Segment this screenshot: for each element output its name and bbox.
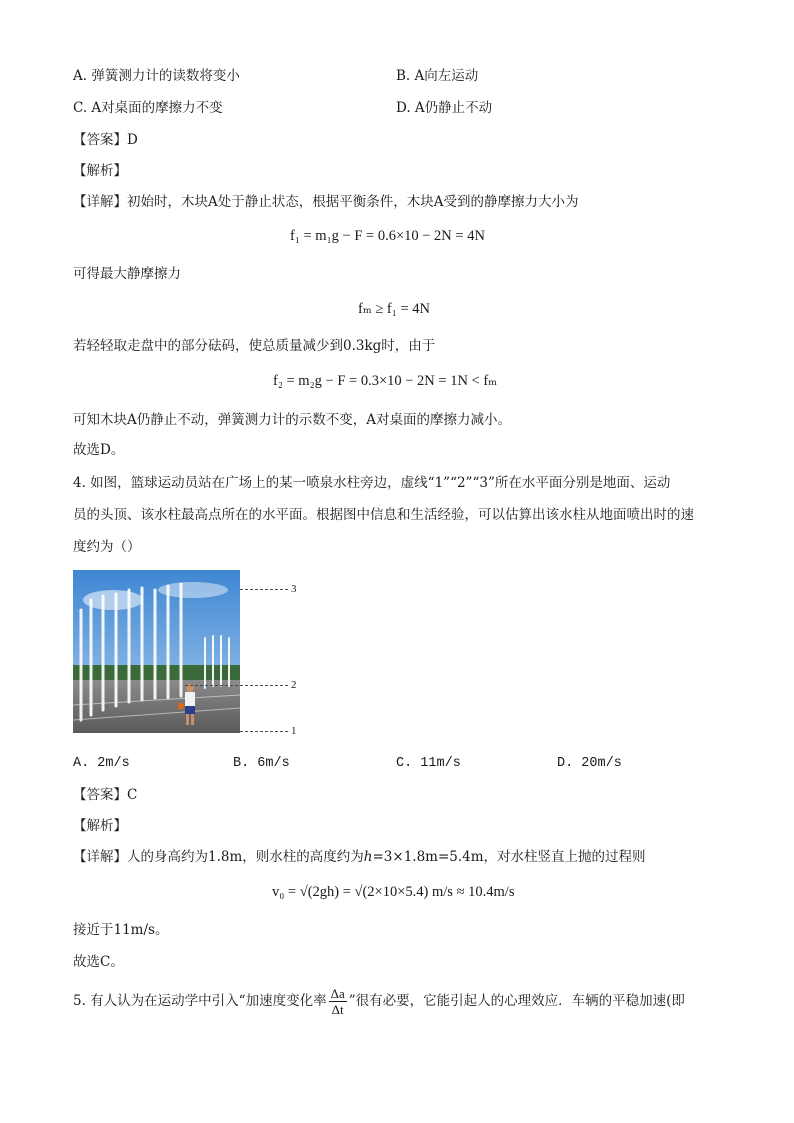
q3-option-b: B. A向左运动 bbox=[396, 68, 479, 84]
jerk-fraction bbox=[329, 986, 347, 1017]
fraction-denominator: Δt bbox=[331, 1002, 344, 1017]
q3-text-remove-weights: 若轻轻取走盘中的部分砝码，使总质量减少到0.3kg时，由于 bbox=[73, 338, 436, 354]
q3-analysis-heading: 【解析】 bbox=[73, 163, 127, 179]
q4-stem-line-2: 员的头顶、该水柱最高点所在的水平面。根据图中信息和生活经验，可以估算出该水柱从地面喷出时的速 bbox=[73, 507, 694, 523]
q4-option-d: D. 20m/s bbox=[557, 756, 622, 771]
dashed-line-1 bbox=[240, 731, 288, 732]
q3-text-max-friction: 可得最大静摩擦力 bbox=[73, 266, 181, 282]
height-symbol: h bbox=[363, 849, 373, 865]
q4-option-c: C. 11m/s bbox=[396, 756, 461, 771]
dashed-line-2 bbox=[185, 685, 288, 686]
answer-value: C bbox=[127, 787, 138, 803]
q4-answer bbox=[73, 785, 137, 805]
q3-equation-1: f₁ = m₁g − F = 0.6×10 − 2N = 4N bbox=[290, 228, 485, 244]
q4-detail bbox=[73, 847, 646, 867]
q4-stem-line-3: 度约为（） bbox=[73, 539, 141, 555]
answer-tag: 【答案】 bbox=[73, 787, 127, 803]
q3-equation-3: f₂ = m₂g − F = 0.3×10 − 2N = 1N < fₘ bbox=[273, 373, 498, 389]
q3-detail bbox=[73, 192, 579, 212]
fountain-photo bbox=[73, 570, 240, 733]
q4-choose: 故选C。 bbox=[73, 954, 124, 970]
q5-stem-b: ”很有必要，它能引起人的心理效应．车辆的平稳加速(即 bbox=[348, 993, 685, 1009]
q4-equation: v₀ = √(2gh) = √(2×10×5.4) m/s ≈ 10.4m/s bbox=[272, 884, 515, 900]
dashed-line-3 bbox=[240, 589, 288, 590]
answer-tag: 【答案】 bbox=[73, 132, 127, 148]
q3-answer bbox=[73, 130, 138, 150]
detail-tag: 【详解】 bbox=[73, 194, 127, 210]
q4-option-a: A. 2m/s bbox=[73, 756, 130, 771]
detail-text-2: =3×1.8m=5.4m，对水柱竖直上抛的过程则 bbox=[372, 849, 646, 865]
fraction-numerator: Δa bbox=[330, 986, 345, 1001]
q5-stem-a: 5. 有人认为在运动学中引入“加速度变化率 bbox=[73, 993, 327, 1009]
detail-tag: 【详解】 bbox=[73, 849, 127, 865]
q3-option-c: C. A对桌面的摩擦力不变 bbox=[73, 100, 223, 116]
q3-conclusion: 可知木块A仍静止不动，弹簧测力计的示数不变，A对桌面的摩擦力减小。 bbox=[73, 412, 511, 428]
q3-equation-2: fₘ ≥ f₁ = 4N bbox=[358, 301, 430, 317]
figure-label-3: 3 bbox=[291, 583, 297, 595]
figure-label-2: 2 bbox=[291, 679, 297, 691]
q4-option-b: B. 6m/s bbox=[233, 756, 290, 771]
detail-text: 人的身高约为1.8m，则水柱的高度约为 bbox=[127, 849, 364, 865]
q4-stem-line-1: 4. 如图，篮球运动员站在广场上的某一喷泉水柱旁边，虚线“1”“2”“3”所在水平面分别是地面、运动 bbox=[73, 475, 671, 491]
q5-stem bbox=[73, 984, 685, 1018]
figure-label-1: 1 bbox=[291, 725, 297, 737]
q3-option-a: A. 弹簧测力计的读数将变小 bbox=[73, 68, 240, 84]
q3-choose: 故选D。 bbox=[73, 442, 125, 458]
answer-value: D bbox=[127, 132, 138, 148]
q4-approx: 接近于11m/s。 bbox=[73, 922, 169, 938]
detail-text: 初始时，木块A处于静止状态，根据平衡条件，木块A受到的静摩擦力大小为 bbox=[127, 194, 579, 210]
q3-option-d: D. A仍静止不动 bbox=[396, 100, 493, 116]
q4-analysis-heading: 【解析】 bbox=[73, 818, 127, 834]
